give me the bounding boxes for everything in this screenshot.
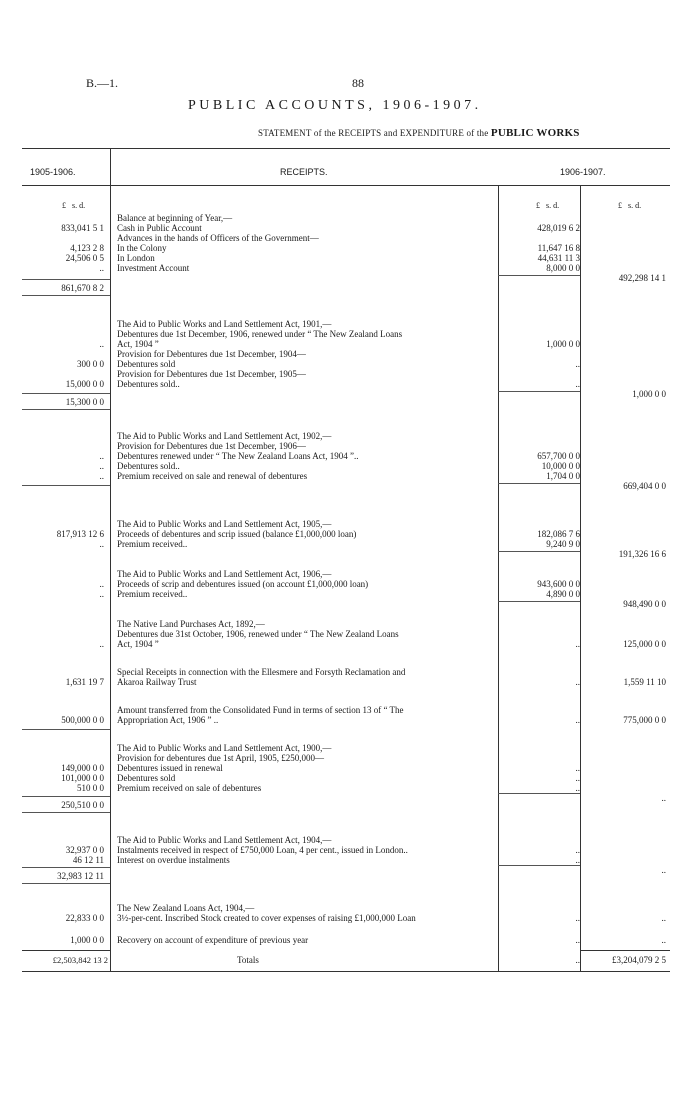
col-rule-left <box>110 149 111 971</box>
left-value: 4,123 2 8 <box>70 243 104 253</box>
left-total: 250,510 0 0 <box>61 800 104 810</box>
mid-value: 9,240 9 0 <box>546 539 580 549</box>
text-line: Act, 1904 ” <box>117 639 159 649</box>
header-receipts: RECEIPTS. <box>280 167 328 177</box>
right-value: 191,326 16 6 <box>618 549 666 559</box>
right-value: 492,298 14 1 <box>618 273 666 283</box>
units-mid: £ s. d. <box>536 201 560 210</box>
header-1906: 1906-1907. <box>560 167 606 177</box>
mid-value: .. <box>575 783 580 793</box>
text-line: Provision for Debentures due 1st December, 1905— <box>117 369 306 379</box>
text-line: Debentures renewed under “ The New Zealand Loans Act, 1904 ”.. <box>117 451 359 461</box>
left-value: .. <box>99 451 104 461</box>
text-line: Provision for debentures due 1st April, 1905, £250,000— <box>117 753 324 763</box>
left-value: 22,833 0 0 <box>65 913 104 923</box>
text-line: Debentures sold <box>117 359 176 369</box>
text-line: Premium received on sale and renewal of debentures <box>117 471 308 481</box>
text-line: Balance at beginning of Year,— <box>117 213 233 223</box>
text-line: Advances in the hands of Officers of the Government— <box>117 233 319 243</box>
text-line: In London <box>117 253 155 263</box>
text-line: Premium received.. <box>117 539 188 549</box>
text-line: The New Zealand Loans Act, 1904,— <box>117 903 255 913</box>
left-total: 15,300 0 0 <box>65 397 104 407</box>
left-value: 1,631 19 7 <box>65 677 104 687</box>
page-ref: B.—1. <box>86 76 119 90</box>
right-value: 125,000 0 0 <box>623 639 666 649</box>
right-value: 1,000 0 0 <box>632 389 666 399</box>
col-rule-mid <box>498 185 499 971</box>
subtitle-prefix: STATEMENT of the RECEIPTS and EXPENDITURE of the <box>258 128 489 138</box>
text-line: In the Colony <box>117 243 167 253</box>
mid-value: .. <box>575 845 580 855</box>
text-line: The Aid to Public Works and Land Settlement Act, 1901,— <box>117 319 332 329</box>
text-line: Debentures sold.. <box>117 461 180 471</box>
left-value: 46 12 11 <box>72 855 104 865</box>
text-line: Cash in Public Account <box>117 223 202 233</box>
text-line: Special Receipts in connection with the Ellesmere and Forsyth Reclamation and <box>117 667 406 677</box>
left-value: .. <box>99 339 104 349</box>
mid-value: .. <box>575 773 580 783</box>
text-line: Interest on overdue instalments <box>117 855 230 865</box>
left-value: 24,506 0 5 <box>65 253 104 263</box>
right-value: .. <box>661 865 666 875</box>
mid-value: 8,000 0 0 <box>546 263 580 273</box>
left-value: 1,000 0 0 <box>70 935 104 945</box>
left-value: .. <box>99 579 104 589</box>
header-1905: 1905-1906. <box>30 167 76 177</box>
page-number: 88 <box>352 76 364 90</box>
col-rule-right <box>580 185 581 971</box>
text-line: The Native Land Purchases Act, 1892,— <box>117 619 265 629</box>
left-value: 510 0 0 <box>77 783 104 793</box>
left-total: 861,670 8 2 <box>61 283 104 293</box>
statement-subtitle <box>258 127 580 139</box>
left-value: 101,000 0 0 <box>61 773 104 783</box>
text-line: The Aid to Public Works and Land Settlement Act, 1905,— <box>117 519 332 529</box>
right-value: 1,559 11 10 <box>623 677 666 687</box>
right-value: 775,000 0 0 <box>623 715 666 725</box>
totals-right: £3,204,079 2 5 <box>612 955 666 965</box>
mid-value: 1,000 0 0 <box>546 339 580 349</box>
mid-value: 11,647 16 8 <box>537 243 580 253</box>
mid-value: 1,704 0 0 <box>546 471 580 481</box>
units-left: £ s. d. <box>62 201 86 210</box>
mid-value: 943,600 0 0 <box>537 579 580 589</box>
mid-value: .. <box>575 935 580 945</box>
page-title: PUBLIC ACCOUNTS, 1906-1907. <box>188 98 482 113</box>
totals-label: Totals <box>237 955 259 965</box>
mid-value: .. <box>575 913 580 923</box>
left-total: 32,983 12 11 <box>57 871 104 881</box>
mid-value: 182,086 7 6 <box>537 529 580 539</box>
left-value: .. <box>99 263 104 273</box>
mid-value: .. <box>575 639 580 649</box>
text-line: Recovery on account of expenditure of previous year <box>117 935 309 945</box>
text-line: Premium received on sale of debentures <box>117 783 262 793</box>
mid-value: .. <box>575 715 580 725</box>
mid-value: .. <box>575 677 580 687</box>
receipts-table <box>22 148 670 972</box>
text-line: Appropriation Act, 1906 ” .. <box>117 715 219 725</box>
mid-value: .. <box>575 379 580 389</box>
mid-value: 657,700 0 0 <box>537 451 580 461</box>
text-line: Debentures sold <box>117 773 176 783</box>
text-line: Debentures issued in renewal <box>117 763 223 773</box>
left-value: 833,041 5 1 <box>61 223 104 233</box>
left-value: 300 0 0 <box>77 359 104 369</box>
header-rule <box>22 185 670 186</box>
text-line: Debentures sold.. <box>117 379 180 389</box>
mid-value: 44,631 11 3 <box>537 253 580 263</box>
text-line: Premium received.. <box>117 589 188 599</box>
text-line: Amount transferred from the Consolidated Fund in terms of section 13 of “ The <box>117 705 404 715</box>
left-value: 149,000 0 0 <box>61 763 104 773</box>
totals-mid: .. <box>575 955 580 965</box>
text-line: Debentures due 31st October, 1906, renewed under “ The New Zealand Loans <box>117 629 399 639</box>
text-line: The Aid to Public Works and Land Settlement Act, 1906,— <box>117 569 332 579</box>
left-value: 32,937 0 0 <box>65 845 104 855</box>
totals-left: £2,503,842 13 2 <box>52 955 108 965</box>
text-line: The Aid to Public Works and Land Settlement Act, 1902,— <box>117 431 332 441</box>
text-line: Akaroa Railway Trust <box>117 677 197 687</box>
text-line: Proceeds of scrip and debentures issued (on account £1,000,000 loan) <box>117 579 369 589</box>
right-value: .. <box>661 793 666 803</box>
text-line: Proceeds of debentures and scrip issued (balance £1,000,000 loan) <box>117 529 357 539</box>
left-value: 817,913 12 6 <box>56 529 104 539</box>
mid-value: 4,890 0 0 <box>546 589 580 599</box>
right-value: 948,490 0 0 <box>623 599 666 609</box>
right-value: 669,404 0 0 <box>623 481 666 491</box>
text-line: The Aid to Public Works and Land Settlement Act, 1900,— <box>117 743 332 753</box>
text-line: Provision for Debentures due 1st December, 1904— <box>117 349 306 359</box>
mid-value: .. <box>575 855 580 865</box>
mid-value: 428,019 6 2 <box>537 223 580 233</box>
right-value: .. <box>661 935 666 945</box>
units-right: £ s. d. <box>618 201 642 210</box>
right-value: .. <box>661 913 666 923</box>
text-line: The Aid to Public Works and Land Settlement Act, 1904,— <box>117 835 332 845</box>
left-value: .. <box>99 539 104 549</box>
text-line: Investment Account <box>117 263 190 273</box>
left-value: 500,000 0 0 <box>61 715 104 725</box>
left-value: .. <box>99 589 104 599</box>
subtitle-bold: PUBLIC WORKS <box>490 127 580 139</box>
left-value: .. <box>99 639 104 649</box>
left-value: .. <box>99 461 104 471</box>
left-value: 15,000 0 0 <box>65 379 104 389</box>
text-line: Act, 1904 ” <box>117 339 159 349</box>
left-value: .. <box>99 471 104 481</box>
text-line: 3½-per-cent. Inscribed Stock created to cover expenses of raising £1,000,000 Loan <box>117 913 416 923</box>
mid-value: 10,000 0 0 <box>541 461 580 471</box>
text-line: Debentures due 1st December, 1906, renewed under “ The New Zealand Loans <box>117 329 403 339</box>
mid-value: .. <box>575 763 580 773</box>
text-line: Instalments received in respect of £750,000 Loan, 4 per cent., issued in London.. <box>117 845 408 855</box>
text-line: Provision for Debentures due 1st December, 1906— <box>117 441 306 451</box>
mid-value: .. <box>575 359 580 369</box>
